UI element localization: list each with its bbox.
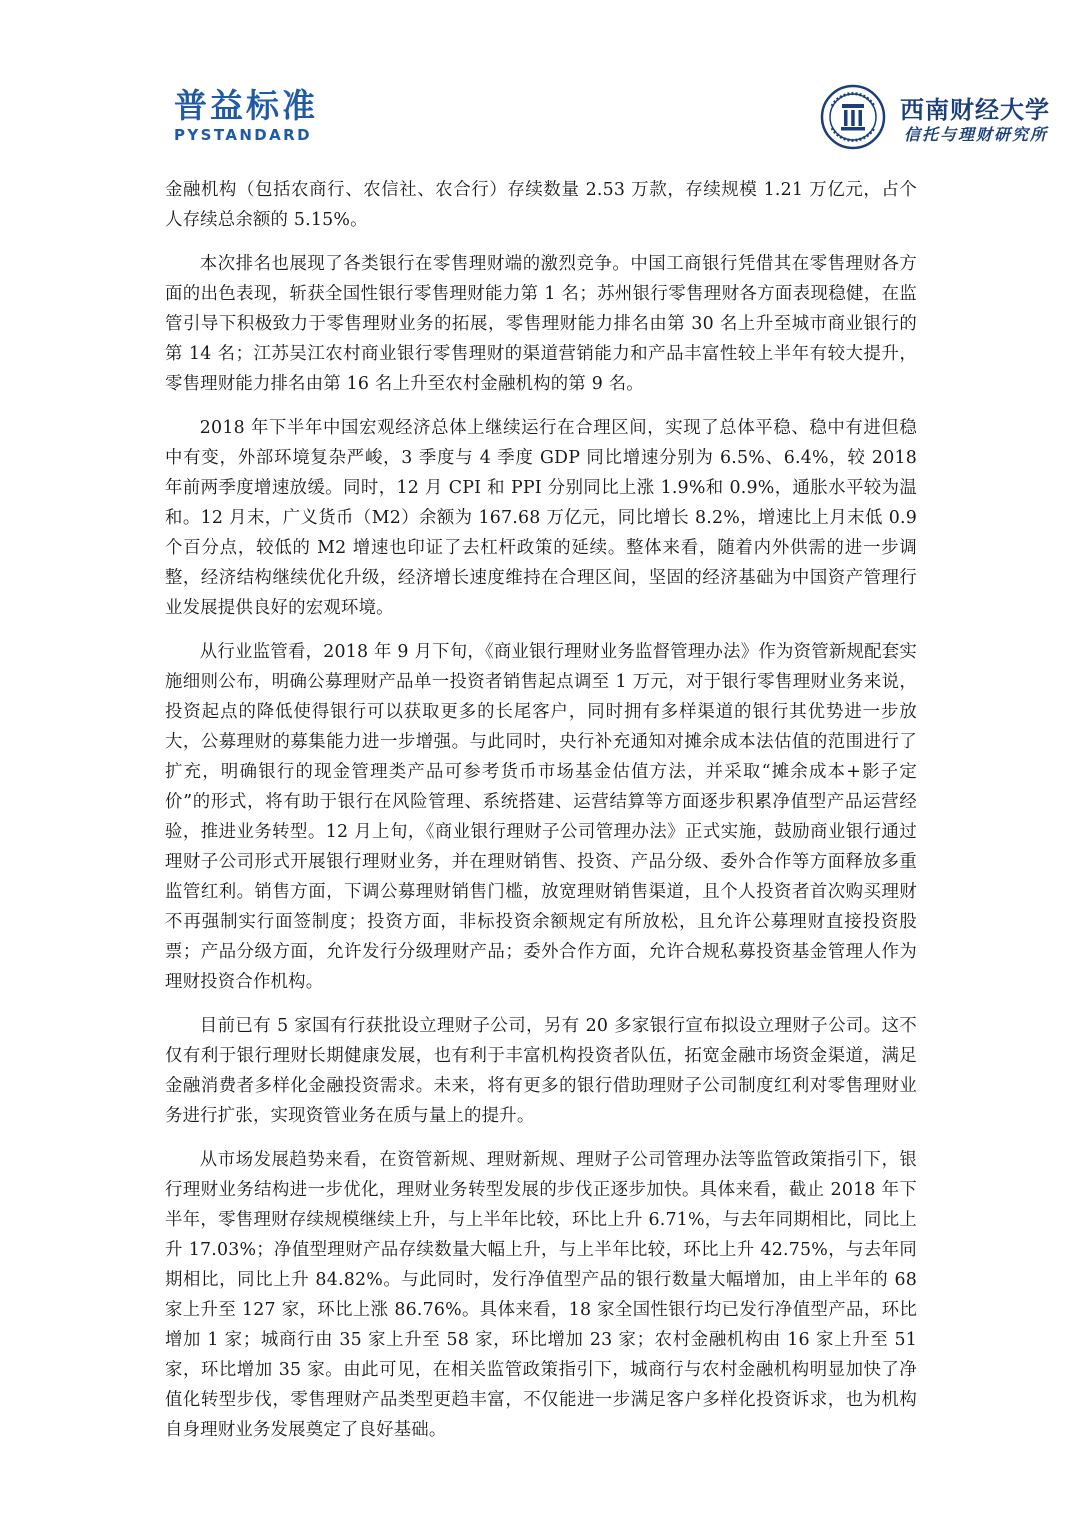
university-logo — [820, 84, 1050, 154]
pystandard-logo — [174, 88, 318, 144]
logo-chinese-name: 普益标准 — [174, 86, 318, 125]
logo-english-name: PYSTANDARD — [174, 126, 312, 144]
paragraph: 金融机构（包括农商行、农信社、农合行）存续数量 2.53 万款，存续规模 1.21 万亿元，占个人存续总余额的 5.15%。 — [165, 180, 917, 230]
paragraph: 2018 年下半年中国宏观经济总体上继续运行在合理区间，实现了总体平稳、稳中有进但稳中有变，外部环境复杂严峻，3 季度与 4 季度 GDP 同比增速分别为 6.5%、6.4%，较 2018 年前两季度增速放缓。同时，12 月 CPI 和 PPI 分别同比上涨 1.9%和 0.9%，通胀水平较为温和。12 月末，广义货币（M2）余额为 167.68 万亿元，同比增长 8.2%，增速比上月末低 0.9 个百分点，较低的 M2 增速也印证了去杠杆政策的延续。整体来看，随着内外供需的进一步调整，经济结构继续优化升级，经济增长速度维持在合理区间，坚固的经济基础为中国资产管理行业发展提供良好的宏观环境。 — [165, 418, 917, 618]
paragraph: 目前已有 5 家国有行获批设立理财子公司，另有 20 多家银行宣布拟设立理财子公司。这不仅有利于银行理财长期健康发展，也有利于丰富机构投资者队伍，拓宽金融市场资金渠道，满足金融消费者多样化金融投资需求。未来，将有更多的银行借助理财子公司制度红利对零售理财业务进行扩张，实现资管业务在质与量上的提升。 — [165, 1016, 917, 1126]
institute-name: 信托与理财研究所 — [904, 125, 1049, 144]
page-header — [0, 0, 1080, 160]
paragraph: 本次排名也展现了各类银行在零售理财端的激烈竞争。中国工商银行凭借其在零售理财各方面的出色表现，斩获全国性银行零售理财能力第 1 名；苏州银行零售理财各方面表现稳健，在监管引导下积极致力于零售理财业务的拓展，零售理财能力排名由第 30 名上升至城市商业银行的第 14 名；江苏吴江农村商业银行零售理财的渠道营销能力和产品丰富性较上半年有较大提升，零售理财能力排名由第 16 名上升至农村金融机构的第 9 名。 — [165, 254, 917, 394]
paragraph: 从市场发展趋势来看，在资管新规、理财新规、理财子公司管理办法等监管政策指引下，银行理财业务结构进一步优化，理财业务转型发展的步伐正逐步加快。具体来看，截止 2018 年下半年，零售理财存续规模继续上升，与上半年比较，环比上升 6.71%，与去年同期相比，同比上升 17.03%；净值型理财产品存续数量大幅上升，与上半年比较，环比上升 42.75%，与去年同期相比，同比上升 84.82%。与此同时，发行净值型产品的银行数量大幅增加，由上半年的 68 家上升至 127 家，环比上涨 86.76%。具体来看，18 家全国性银行均已发行净值型产品，环比增加 1 家；城商行由 35 家上升至 58 家，环比增加 23 家；农村金融机构由 16 家上升至 51 家，环比增加 35 家。由此可见，在相关监管政策指引下，城商行与农村金融机构明显加快了净值化转型步伐，零售理财产品类型更趋丰富，不仅能进一步满足客户多样化投资诉求，也为机构自身理财业务发展奠定了良好基础。 — [165, 1150, 917, 1440]
university-seal-icon — [820, 84, 886, 150]
paragraph: 从行业监管看，2018 年 9 月下旬，《商业银行理财业务监督管理办法》作为资管新规配套实施细则公布，明确公募理财产品单一投资者销售起点调至 1 万元，对于银行零售理财业务来说，投资起点的降低使得银行可以获取更多的长尾客户，同时拥有多样渠道的银行其优势进一步放大，公募理财的募集能力进一步增强。与此同时，央行补充通知对摊余成本法估值的范围进行了扩充，明确银行的现金管理类产品可参考货币市场基金估值方法，并采取“摊余成本+影子定价”的形式，将有助于银行在风险管理、系统搭建、运营结算等方面逐步积累净值型产品运营经验，推进业务转型。12 月上旬，《商业银行理财子公司管理办法》正式实施，鼓励商业银行通过理财子公司形式开展银行理财业务，并在理财销售、投资、产品分级、委外合作等方面释放多重监管红利。销售方面，下调公募理财销售门槛，放宽理财销售渠道，且个人投资者首次购买理财不再强制实行面签制度；投资方面，非标投资余额规定有所放松，且允许公募理财直接投资股票；产品分级方面，允许发行分级理财产品；委外合作方面，允许合规私募投资基金管理人作为理财投资合作机构。 — [165, 642, 917, 992]
article-body — [165, 175, 917, 1459]
university-name: 西南财经大学 — [900, 95, 1050, 124]
